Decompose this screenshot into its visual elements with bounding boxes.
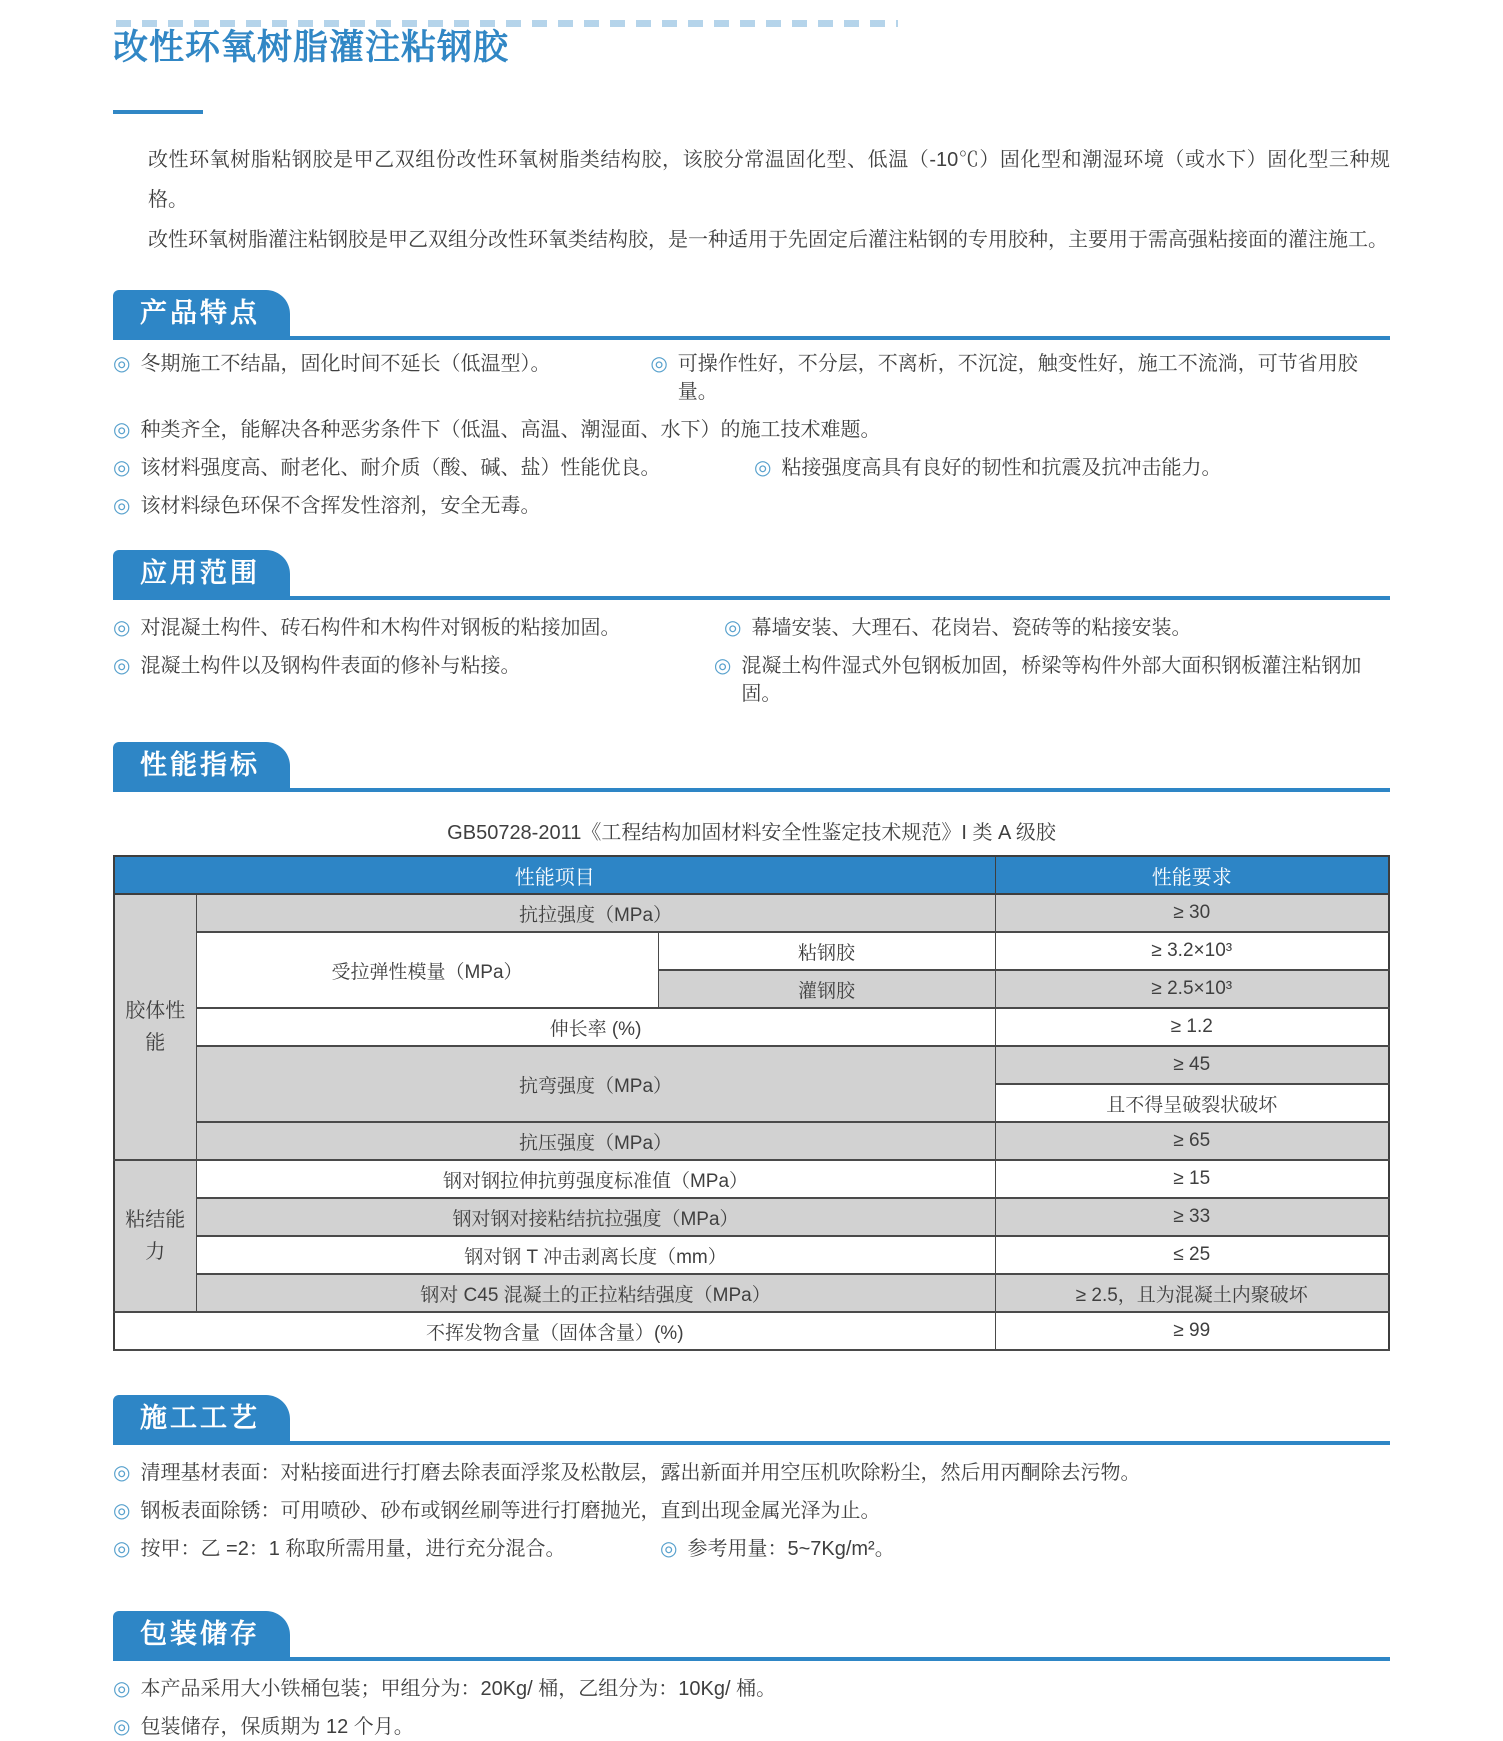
list-item-text: 混凝土构件以及钢构件表面的修补与粘接。 (140, 655, 521, 677)
list-row (113, 652, 1390, 708)
bullet-icon: ◎ (724, 617, 742, 639)
property-label: 钢对钢拉伸抗剪强度标准值（MPa） (196, 1160, 995, 1198)
requirement-value: 且不得呈破裂状破坏 (995, 1084, 1389, 1122)
property-label: 不挥发物含量（固体含量）(%) (114, 1312, 995, 1350)
property-sublabel: 灌钢胶 (658, 970, 995, 1008)
requirement-value: ≥ 15 (995, 1160, 1389, 1198)
table-row (114, 894, 1389, 932)
bullet-icon: ◎ (113, 495, 131, 517)
bullet-icon: ◎ (113, 617, 131, 639)
list-row (113, 454, 1390, 482)
list-item (650, 350, 1390, 406)
table-row (114, 1236, 1389, 1274)
list-row (113, 492, 1390, 520)
requirement-value: ≥ 2.5×10³ (995, 970, 1389, 1008)
requirement-value: ≥ 99 (995, 1312, 1389, 1350)
process-list (113, 1459, 1390, 1563)
bullet-icon: ◎ (113, 1716, 131, 1738)
performance-table (113, 855, 1390, 1351)
property-label: 抗弯强度（MPa） (196, 1046, 995, 1122)
list-item-text: 该材料绿色环保不含挥发性溶剂，安全无毒。 (140, 495, 541, 517)
section-header-packaging (113, 1611, 1390, 1661)
bullet-icon: ◎ (113, 655, 131, 677)
table-row (114, 1312, 1389, 1350)
table-header-row (114, 856, 1389, 894)
section-badge: 产品特点 (113, 290, 290, 336)
list-row (113, 1535, 1390, 1563)
list-item (113, 614, 724, 642)
requirement-value: ≥ 45 (995, 1046, 1389, 1084)
column-header-requirement: 性能要求 (995, 856, 1389, 894)
table-row (114, 1160, 1389, 1198)
bullet-icon: ◎ (650, 353, 668, 375)
list-item (113, 416, 880, 444)
page-title: 改性环氧树脂灌注粘钢胶 (113, 28, 510, 67)
list-item (660, 1535, 895, 1563)
list-item-text: 本产品采用大小铁桶包装；甲组分为：20Kg/ 桶，乙组分为：10Kg/ 桶。 (140, 1678, 777, 1700)
property-label: 钢对钢 T 冲击剥离长度（mm） (196, 1236, 995, 1274)
bullet-icon: ◎ (713, 655, 732, 677)
bullet-icon: ◎ (113, 419, 131, 441)
cropped-text-fragment (116, 20, 898, 27)
bullet-icon: ◎ (113, 1462, 131, 1484)
list-item-text: 钢板表面除锈：可用喷砂、砂布或钢丝刷等进行打磨抛光，直到出现金属光泽为止。 (140, 1500, 881, 1522)
requirement-value: ≥ 2.5，且为混凝土内聚破坏 (995, 1274, 1389, 1312)
list-row (113, 350, 1390, 406)
section-badge: 应用范围 (113, 550, 290, 596)
requirement-value: ≥ 33 (995, 1198, 1389, 1236)
property-label: 钢对 C45 混凝土的正拉粘结强度（MPa） (196, 1274, 995, 1312)
list-item-text: 粘接强度高具有良好的韧性和抗震及抗冲击能力。 (781, 457, 1222, 479)
table-row (114, 1122, 1389, 1160)
table-row (114, 1046, 1389, 1084)
section-header-features (113, 290, 1390, 340)
bullet-icon: ◎ (660, 1538, 678, 1560)
requirement-value: ≥ 65 (995, 1122, 1389, 1160)
list-row (113, 1675, 1390, 1703)
property-label: 受拉弹性模量（MPa） (196, 932, 658, 1008)
group-label-body: 胶体性能 (114, 894, 196, 1160)
property-label: 钢对钢对接粘结抗拉强度（MPa） (196, 1198, 995, 1236)
list-row (113, 1459, 1390, 1487)
section-badge: 包装储存 (113, 1611, 290, 1657)
section-badge: 性能指标 (113, 742, 290, 788)
list-item-text: 按甲：乙 =2：1 称取所需用量，进行充分混合。 (140, 1538, 566, 1560)
features-list (113, 350, 1390, 520)
list-row (113, 1497, 1390, 1525)
list-item (113, 1535, 660, 1563)
list-item (724, 614, 1191, 642)
property-label: 伸长率 (%) (196, 1008, 995, 1046)
requirement-value: ≥ 30 (995, 894, 1389, 932)
list-item (113, 492, 540, 520)
group-label-bond: 粘结能力 (114, 1160, 196, 1312)
list-item (113, 1459, 1140, 1487)
intro-paragraph: 改性环氧树脂灌注粘钢胶是甲乙双组分改性环氧类结构胶，是一种适用于先固定后灌注粘钢的专用胶种，主要用于需高强粘接面的灌注施工。 (148, 229, 1388, 251)
intro-paragraphs (113, 140, 1390, 260)
list-item-text: 幕墙安装、大理石、花岗岩、瓷砖等的粘接安装。 (751, 617, 1192, 639)
bullet-icon: ◎ (754, 457, 772, 479)
list-item (113, 652, 714, 708)
list-item-text: 对混凝土构件、砖石构件和木构件对钢板的粘接加固。 (140, 617, 621, 639)
section-header-process (113, 1395, 1390, 1445)
list-item (113, 454, 754, 482)
packaging-list (113, 1675, 1390, 1741)
list-item-text: 冬期施工不结晶，固化时间不延长（低温型）。 (140, 353, 551, 375)
list-item (754, 454, 1221, 482)
section-header-performance (113, 742, 1390, 792)
property-label: 抗压强度（MPa） (196, 1122, 995, 1160)
requirement-value: ≥ 3.2×10³ (995, 932, 1389, 970)
requirement-value: ≤ 25 (995, 1236, 1389, 1274)
list-item (113, 1497, 880, 1525)
table-row (114, 932, 1389, 970)
document-page (0, 20, 1503, 1738)
list-item (113, 350, 650, 406)
list-item-text: 清理基材表面：对粘接面进行打磨去除表面浮浆及松散层，露出新面并用空压机吹除粉尘，然后用丙酮除去污物。 (140, 1462, 1141, 1484)
property-label: 抗拉强度（MPa） (196, 894, 995, 932)
table-row (114, 1008, 1389, 1046)
list-item (113, 1675, 776, 1703)
table-caption: GB50728-2011《工程结构加固材料安全性鉴定技术规范》I 类 A 级胶 (447, 822, 1056, 844)
list-item-text: 参考用量：5~7Kg/m²。 (687, 1538, 895, 1560)
list-item-text: 包装储存，保质期为 12 个月。 (140, 1716, 414, 1738)
list-row (113, 416, 1390, 444)
title-underline (113, 110, 203, 114)
table-row (114, 1274, 1389, 1312)
list-item-text: 混凝土构件湿式外包钢板加固，桥梁等构件外部大面积钢板灌注粘钢加固。 (741, 655, 1362, 705)
bullet-icon: ◎ (113, 353, 131, 375)
bullet-icon: ◎ (113, 457, 131, 479)
list-item (113, 1713, 414, 1741)
list-item-text: 可操作性好，不分层，不离析，不沉淀，触变性好，施工不流淌，可节省用胶量。 (677, 353, 1358, 403)
bullet-icon: ◎ (113, 1500, 131, 1522)
list-item-text: 该材料强度高、耐老化、耐介质（酸、碱、盐）性能优良。 (140, 457, 661, 479)
list-row (113, 1713, 1390, 1741)
applications-list (113, 614, 1390, 708)
list-row (113, 614, 1390, 642)
property-sublabel: 粘钢胶 (658, 932, 995, 970)
list-item-text: 种类齐全，能解决各种恶劣条件下（低温、高温、潮湿面、水下）的施工技术难题。 (140, 419, 881, 441)
table-row (114, 1198, 1389, 1236)
bullet-icon: ◎ (113, 1538, 131, 1560)
bullet-icon: ◎ (113, 1678, 131, 1700)
requirement-value: ≥ 1.2 (995, 1008, 1389, 1046)
section-header-applications (113, 550, 1390, 600)
column-header-item: 性能项目 (114, 856, 995, 894)
list-item (714, 652, 1390, 708)
section-badge: 施工工艺 (113, 1395, 290, 1441)
intro-paragraph: 改性环氧树脂粘钢胶是甲乙双组份改性环氧树脂类结构胶，该胶分常温固化型、低温（-10℃）固化型和潮湿环境（或水下）固化型三种规格。 (148, 149, 1390, 211)
